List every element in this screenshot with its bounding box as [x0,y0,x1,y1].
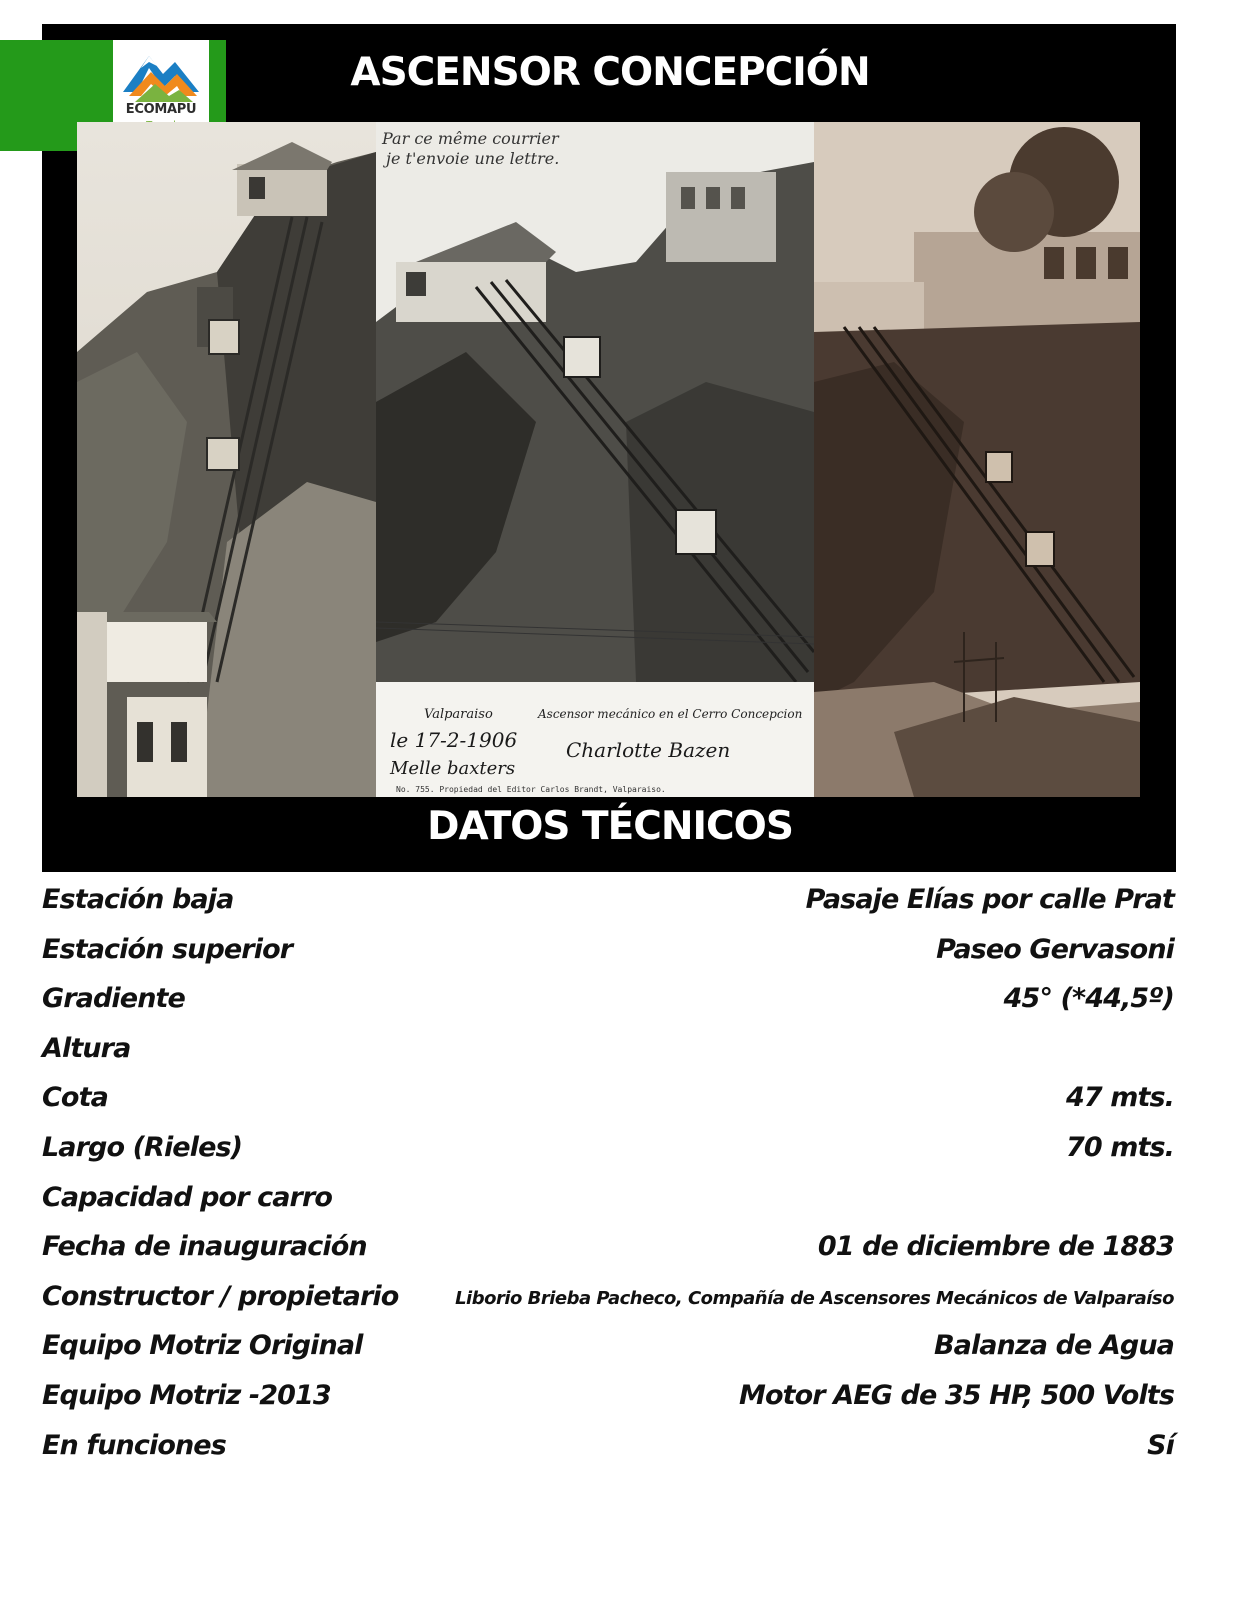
historic-photo-1 [77,122,376,797]
postcard-recipient: Melle baxters [390,758,516,779]
spec-value: Sí [1147,1429,1174,1461]
logo-name: ECOMAPU [125,102,197,117]
spec-row [42,1424,1174,1474]
mountain-icon [119,46,203,104]
section-title: DATOS TÉCNICOS [427,804,793,849]
spec-row [42,1324,1174,1374]
spec-value: Liborio Brieba Pacheco, Compañía de Ascensores Mecánicos de Valparaíso [455,1287,1174,1309]
spec-label: Capacidad por carro [42,1181,333,1213]
postcard-handwriting-1: Par ce même courrier [382,129,559,148]
spec-label: Altura [42,1032,131,1064]
spec-row [42,1374,1174,1424]
spec-row [42,928,1174,978]
spec-label: En funciones [42,1429,226,1461]
spec-label: Fecha de inauguración [42,1231,367,1263]
historic-postcard [376,122,814,797]
spec-label: Equipo Motriz -2013 [42,1379,331,1411]
spec-value: 01 de diciembre de 1883 [817,1231,1174,1263]
postcard-publisher: No. 755. Propiedad del Editor Carlos Brandt, Valparaiso. [396,785,666,794]
tech-specs-list [42,878,1174,1473]
spec-row [42,1027,1174,1077]
spec-row [42,1176,1174,1226]
spec-label: Gradiente [42,983,185,1015]
spec-value: 47 mts. [1065,1082,1174,1114]
spec-label: Estación superior [42,933,293,965]
spec-label: Largo (Rieles) [42,1131,243,1163]
spec-value: Paseo Gervasoni [936,933,1174,965]
spec-row [42,1275,1174,1325]
spec-label: Equipo Motriz Original [42,1330,363,1362]
spec-row [42,1126,1174,1176]
spec-label: Constructor / propietario [42,1280,399,1312]
spec-value: Balanza de Agua [933,1330,1174,1362]
spec-label: Cota [42,1082,108,1114]
spec-row [42,977,1174,1027]
spec-row [42,878,1174,928]
spec-label: Estación baja [42,884,234,915]
postcard-signature: Charlotte Bazen [566,738,731,762]
postcard-handwriting-2: je t'envoie une lettre. [386,149,560,168]
postcard-caption: Ascensor mecánico en el Cerro Concepcion [538,707,803,721]
spec-value: Motor AEG de 35 HP, 500 Volts [739,1379,1174,1411]
spec-row [42,1225,1174,1275]
spec-value: 70 mts. [1065,1131,1174,1163]
page-title: ASCENSOR CONCEPCIÓN [350,50,870,95]
spec-value: Pasaje Elías por calle Prat [805,884,1174,915]
postcard-place: Valparaiso [424,707,493,722]
postcard-date: le 17-2-1906 [390,728,518,752]
spec-row [42,1076,1174,1126]
historic-photo-3 [814,122,1140,797]
spec-value: 45° (*44,5º) [1003,983,1174,1015]
